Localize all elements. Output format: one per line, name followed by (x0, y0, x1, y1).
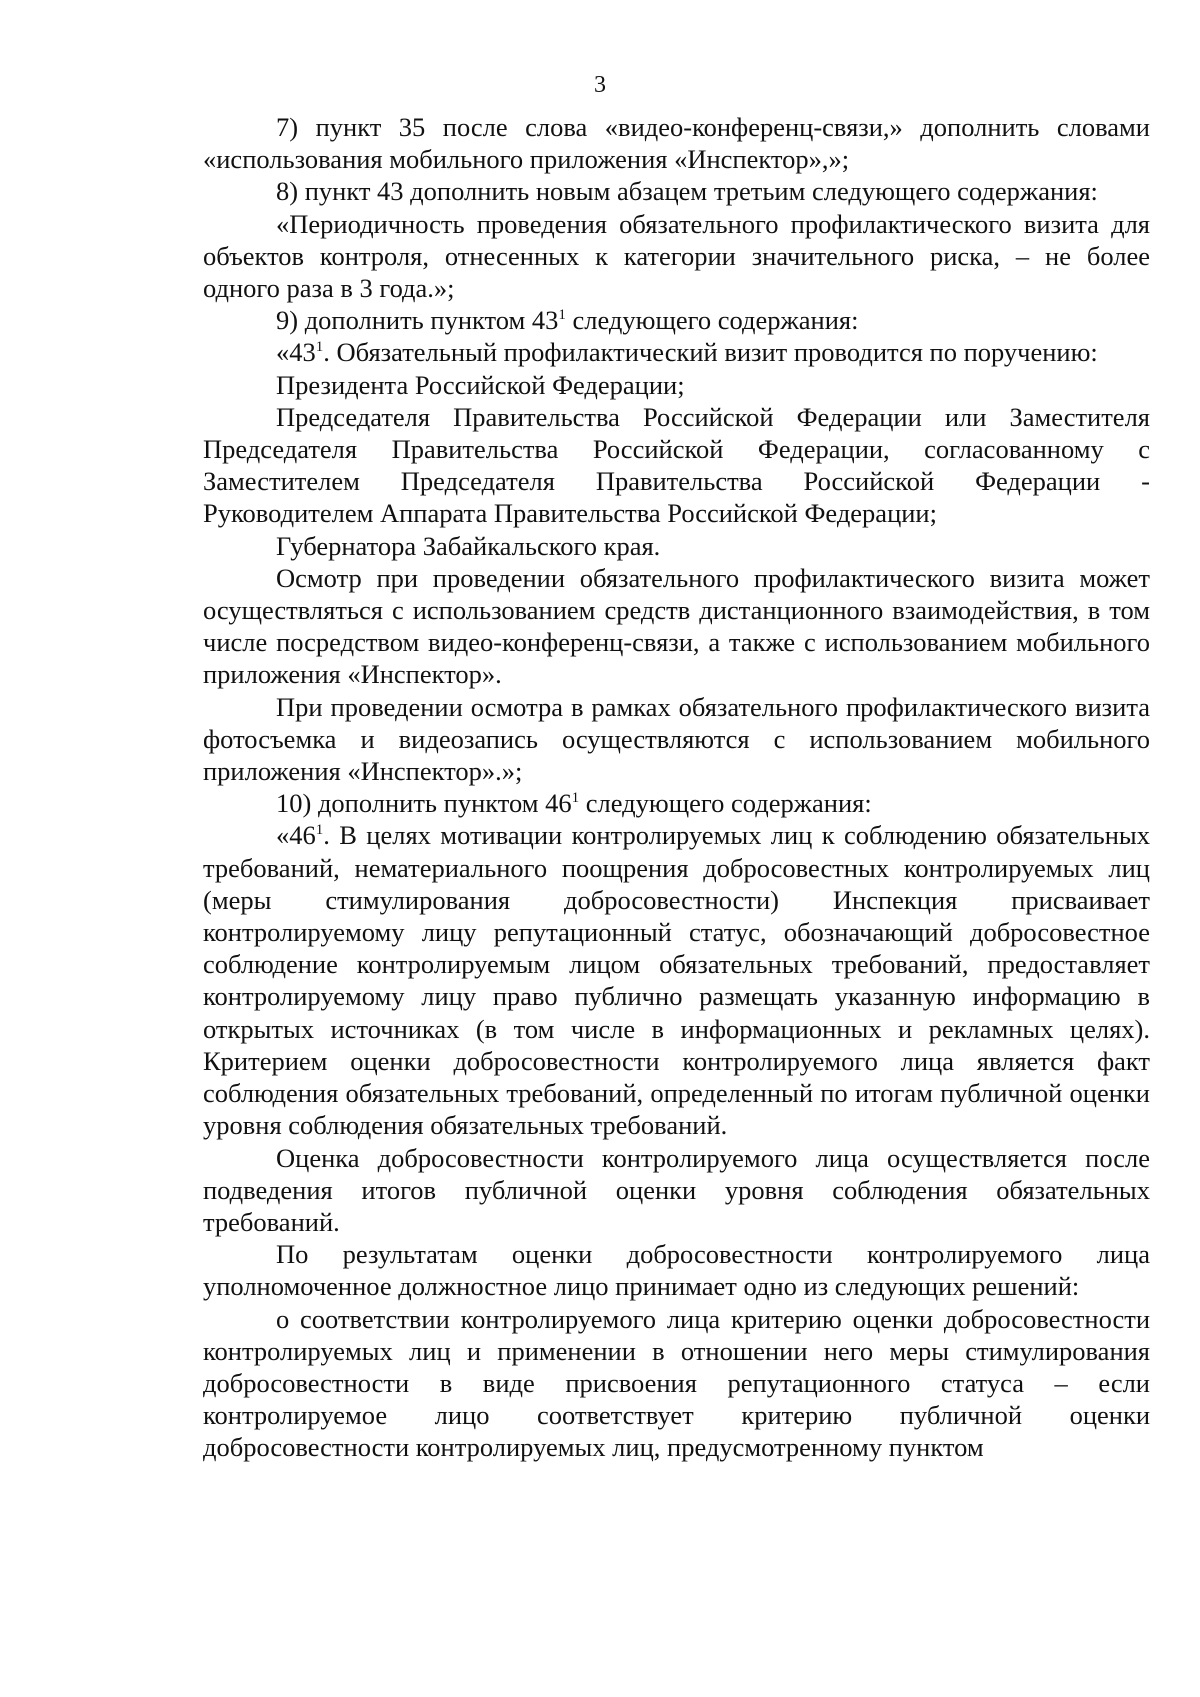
text-fragment: 10) дополнить пунктом 46 (276, 788, 572, 819)
superscript: 1 (558, 307, 566, 324)
document-body (203, 111, 1150, 1464)
paragraph-results: По результатам оценки добросовестности контролируемого лица уполномоченное должностное лицо принимает одно из следующих решений: (203, 1239, 1150, 1302)
paragraph-assessment: Оценка добросовестности контролируемого лица осуществляется после подведения итогов публичной оценки уровня соблюдения обязательных требований. (203, 1142, 1150, 1237)
paragraph-inspection-remote: Осмотр при проведении обязательного профилактического визита может осуществляться с использованием средств дистанционного взаимодействия, в том числе посредством видео-конференц-связи, а также с использованием мобильного приложения «Инспектор». (203, 562, 1150, 690)
text-fragment: 9) дополнить пунктом 43 (276, 305, 559, 336)
superscript: 1 (571, 790, 580, 807)
paragraph-compliance-decision: о соответствии контролируемого лица критерию оценки добросовестности контролируемых лиц и применении в отношении него меры стимулирования добросовестности в виде присвоения репутационного статуса – если контролируемое лицо соответствует критерию публичной оценки добросовестности контролируемых лиц, предусмотренному пунктом (203, 1303, 1150, 1463)
paragraph-item-8: 8) пункт 43 дополнить новым абзацем третьим следующего содержания: (276, 176, 1098, 207)
page-number: 3 (594, 72, 606, 98)
paragraph-chairman: Председателя Правительства Российской Федерации или Заместителя Председателя Правительства Российской Федерации, согласованному с Заместителем Председателя Правительства Российской Федерации - Руководителем Аппарата Правительства Российской Федерации; (203, 401, 1150, 529)
paragraph-president: Президента Российской Федерации; (276, 369, 685, 400)
paragraph-quote-periodicity: «Периодичность проведения обязательного профилактического визита для объектов контроля, отнесенных к категории значительного риска, – не более одного раза в 3 года.»; (203, 208, 1150, 304)
superscript: 1 (315, 822, 324, 839)
text-fragment: . В целях мотивации контролируемых лиц к соблюдению обязательных требований, нематериального поощрения добросовестных контролируемых лиц (меры стимулирования добросовестности) Инспекция присваивает контролируемому лицу репутационный статус, обозначающий добросовестное соблюдение контролируемым лицом обязательных требований, предоставляет контролируемому лицу право публично размещать указанную информацию в открытых источниках (в том числе в информационных и рекламных целях). Критерием оценки добросовестности контролируемого лица является факт соблюдения обязательных требований, определенный по итогам публичной оценки уровня соблюдения обязательных требований. (203, 820, 1150, 1141)
paragraph-point-46-1 (203, 819, 1150, 1141)
text-fragment: «43 (276, 337, 316, 368)
text-fragment: следующего содержания: (565, 305, 859, 336)
superscript: 1 (315, 339, 324, 356)
text-fragment: . Обязательный профилактический визит проводится по поручению: (323, 337, 1098, 368)
paragraph-item-10 (203, 787, 1150, 819)
paragraph-point-43-1 (203, 336, 1150, 368)
text-fragment: следующего содержания: (579, 788, 872, 819)
paragraph-item-9 (203, 304, 1150, 336)
paragraph-governor: Губернатора Забайкальского края. (276, 530, 661, 561)
text-fragment: «46 (276, 820, 316, 851)
paragraph-photo-video: При проведении осмотра в рамках обязательного профилактического визита фотосъемка и видеозапись осуществляются с использованием мобильного приложения «Инспектор».»; (203, 691, 1150, 787)
paragraph-item-7: 7) пункт 35 после слова «видео-конференц-связи,» дополнить словами «использования мобильного приложения «Инспектор»,»; (203, 112, 1150, 175)
